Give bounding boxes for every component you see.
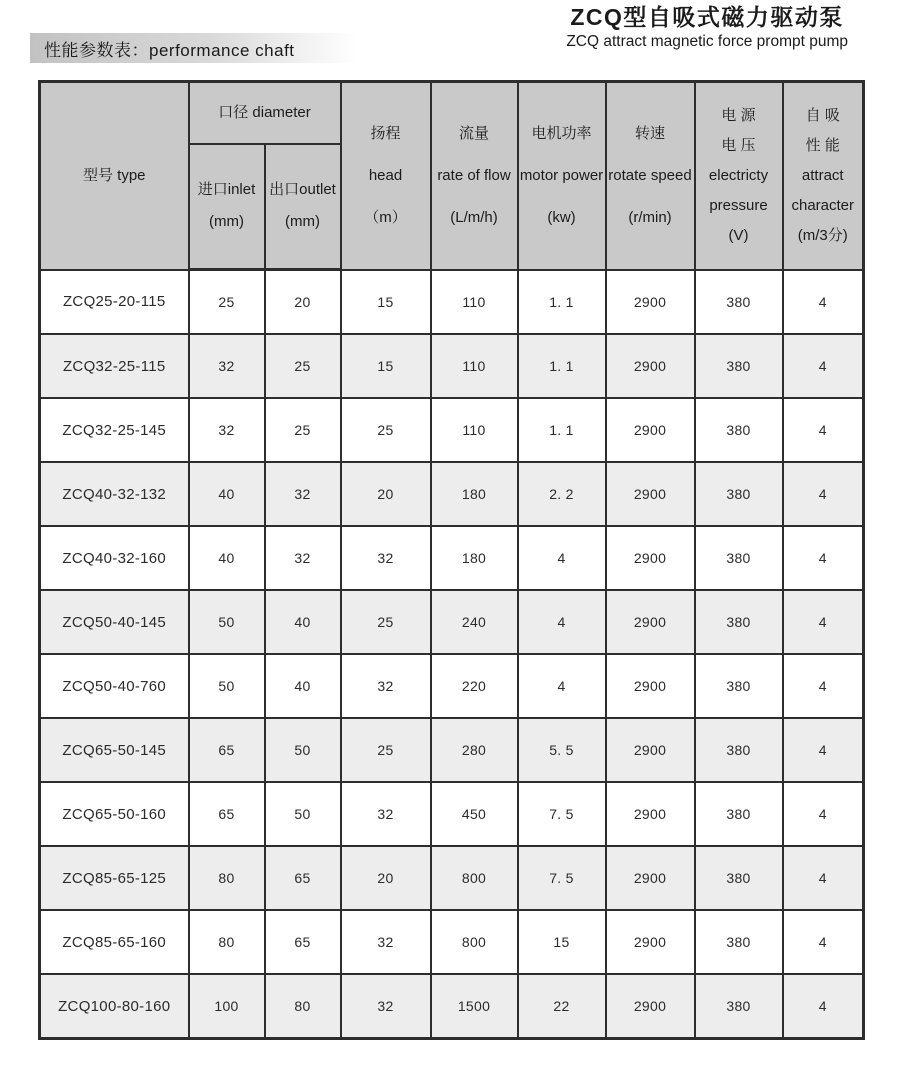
model-cell: ZCQ25-20-115 xyxy=(40,270,189,335)
value-cell: 2900 xyxy=(606,718,695,782)
value-cell: 65 xyxy=(189,718,265,782)
value-cell: 32 xyxy=(341,910,431,974)
model-cell: ZCQ100-80-160 xyxy=(40,974,189,1039)
value-cell: 50 xyxy=(265,718,341,782)
value-cell: 25 xyxy=(341,590,431,654)
table-row xyxy=(40,718,864,782)
value-cell: 2900 xyxy=(606,526,695,590)
table-row xyxy=(40,526,864,590)
value-cell: 2900 xyxy=(606,910,695,974)
value-cell: 380 xyxy=(695,462,783,526)
value-cell: 4 xyxy=(783,718,864,782)
value-cell: 4 xyxy=(783,270,864,335)
value-cell: 110 xyxy=(431,270,518,335)
value-cell: 380 xyxy=(695,718,783,782)
value-cell: 450 xyxy=(431,782,518,846)
value-cell: 380 xyxy=(695,654,783,718)
value-cell: 2900 xyxy=(606,334,695,398)
value-cell: 15 xyxy=(341,334,431,398)
value-cell: 80 xyxy=(265,974,341,1039)
value-cell: 1. 1 xyxy=(518,334,606,398)
value-cell: 380 xyxy=(695,398,783,462)
value-cell: 32 xyxy=(341,526,431,590)
model-cell: ZCQ40-32-160 xyxy=(40,526,189,590)
value-cell: 220 xyxy=(431,654,518,718)
value-cell: 240 xyxy=(431,590,518,654)
value-cell: 110 xyxy=(431,398,518,462)
value-cell: 32 xyxy=(265,526,341,590)
value-cell: 380 xyxy=(695,334,783,398)
model-cell: ZCQ32-25-115 xyxy=(40,334,189,398)
value-cell: 2900 xyxy=(606,462,695,526)
value-cell: 4 xyxy=(783,526,864,590)
model-cell: ZCQ32-25-145 xyxy=(40,398,189,462)
value-cell: 32 xyxy=(265,462,341,526)
value-cell: 2900 xyxy=(606,974,695,1039)
value-cell: 2900 xyxy=(606,270,695,335)
value-cell: 4 xyxy=(783,974,864,1039)
spec-table xyxy=(38,80,865,1040)
value-cell: 1. 1 xyxy=(518,270,606,335)
table-row xyxy=(40,398,864,462)
table-row xyxy=(40,590,864,654)
model-cell: ZCQ85-65-125 xyxy=(40,846,189,910)
value-cell: 65 xyxy=(265,910,341,974)
header-voltage: 电 源 电 压 electricty pressure (V) xyxy=(695,82,783,270)
value-cell: 15 xyxy=(341,270,431,335)
value-cell: 65 xyxy=(265,846,341,910)
model-cell: ZCQ85-65-160 xyxy=(40,910,189,974)
value-cell: 1. 1 xyxy=(518,398,606,462)
model-cell: ZCQ40-32-132 xyxy=(40,462,189,526)
value-cell: 20 xyxy=(341,846,431,910)
title-chinese: ZCQ型自吸式磁力驱动泵 xyxy=(570,4,844,30)
model-cell: ZCQ65-50-145 xyxy=(40,718,189,782)
header-type: 型号 type xyxy=(40,82,189,270)
value-cell: 100 xyxy=(189,974,265,1039)
model-cell: ZCQ65-50-160 xyxy=(40,782,189,846)
value-cell: 7. 5 xyxy=(518,846,606,910)
value-cell: 4 xyxy=(783,398,864,462)
value-cell: 380 xyxy=(695,590,783,654)
table-header xyxy=(40,82,864,270)
value-cell: 20 xyxy=(341,462,431,526)
value-cell: 40 xyxy=(189,526,265,590)
value-cell: 2900 xyxy=(606,782,695,846)
value-cell: 1500 xyxy=(431,974,518,1039)
value-cell: 80 xyxy=(189,910,265,974)
value-cell: 380 xyxy=(695,974,783,1039)
value-cell: 25 xyxy=(341,398,431,462)
value-cell: 4 xyxy=(783,782,864,846)
table-body xyxy=(40,270,864,1039)
value-cell: 380 xyxy=(695,846,783,910)
value-cell: 180 xyxy=(431,526,518,590)
value-cell: 4 xyxy=(518,526,606,590)
value-cell: 40 xyxy=(265,654,341,718)
value-cell: 25 xyxy=(341,718,431,782)
table-row xyxy=(40,974,864,1039)
value-cell: 50 xyxy=(189,590,265,654)
value-cell: 4 xyxy=(783,590,864,654)
value-cell: 32 xyxy=(341,782,431,846)
value-cell: 32 xyxy=(189,334,265,398)
header-head: 扬程 head （m） xyxy=(341,82,431,270)
value-cell: 22 xyxy=(518,974,606,1039)
value-cell: 110 xyxy=(431,334,518,398)
header-rotate-speed: 转速 rotate speed (r/min) xyxy=(606,82,695,270)
table-row xyxy=(40,334,864,398)
value-cell: 380 xyxy=(695,270,783,335)
value-cell: 4 xyxy=(518,590,606,654)
header-outlet: 出口outlet (mm) xyxy=(265,144,341,270)
table-row xyxy=(40,654,864,718)
header-motor-power: 电机功率 motor power (kw) xyxy=(518,82,606,270)
value-cell: 25 xyxy=(265,334,341,398)
value-cell: 4 xyxy=(783,654,864,718)
value-cell: 380 xyxy=(695,910,783,974)
section-label: 性能参数表：performance chaft xyxy=(44,40,295,60)
value-cell: 280 xyxy=(431,718,518,782)
model-cell: ZCQ50-40-145 xyxy=(40,590,189,654)
section-header-bar xyxy=(30,33,357,63)
value-cell: 4 xyxy=(518,654,606,718)
value-cell: 5. 5 xyxy=(518,718,606,782)
value-cell: 50 xyxy=(189,654,265,718)
title-english: ZCQ attract magnetic force prompt pump xyxy=(566,33,848,50)
table-row xyxy=(40,846,864,910)
table-row xyxy=(40,270,864,335)
value-cell: 2. 2 xyxy=(518,462,606,526)
table-row xyxy=(40,462,864,526)
value-cell: 4 xyxy=(783,462,864,526)
value-cell: 65 xyxy=(189,782,265,846)
value-cell: 32 xyxy=(341,654,431,718)
header-flow: 流量 rate of flow (L/m/h) xyxy=(431,82,518,270)
value-cell: 80 xyxy=(189,846,265,910)
value-cell: 380 xyxy=(695,782,783,846)
value-cell: 4 xyxy=(783,334,864,398)
header-attract: 自 吸 性 能 attract character (m/3分) xyxy=(783,82,864,270)
value-cell: 7. 5 xyxy=(518,782,606,846)
value-cell: 15 xyxy=(518,910,606,974)
value-cell: 800 xyxy=(431,910,518,974)
table-row xyxy=(40,782,864,846)
value-cell: 32 xyxy=(341,974,431,1039)
header-inlet: 进口inlet (mm) xyxy=(189,144,265,270)
value-cell: 25 xyxy=(189,270,265,335)
value-cell: 2900 xyxy=(606,590,695,654)
value-cell: 50 xyxy=(265,782,341,846)
model-cell: ZCQ50-40-760 xyxy=(40,654,189,718)
value-cell: 40 xyxy=(189,462,265,526)
value-cell: 20 xyxy=(265,270,341,335)
value-cell: 380 xyxy=(695,526,783,590)
header-diameter-group: 口径 diameter xyxy=(189,82,341,144)
value-cell: 800 xyxy=(431,846,518,910)
table-row xyxy=(40,910,864,974)
value-cell: 32 xyxy=(189,398,265,462)
value-cell: 2900 xyxy=(606,846,695,910)
value-cell: 25 xyxy=(265,398,341,462)
value-cell: 2900 xyxy=(606,654,695,718)
value-cell: 4 xyxy=(783,846,864,910)
value-cell: 40 xyxy=(265,590,341,654)
page-title xyxy=(566,3,848,51)
value-cell: 2900 xyxy=(606,398,695,462)
value-cell: 180 xyxy=(431,462,518,526)
value-cell: 4 xyxy=(783,910,864,974)
